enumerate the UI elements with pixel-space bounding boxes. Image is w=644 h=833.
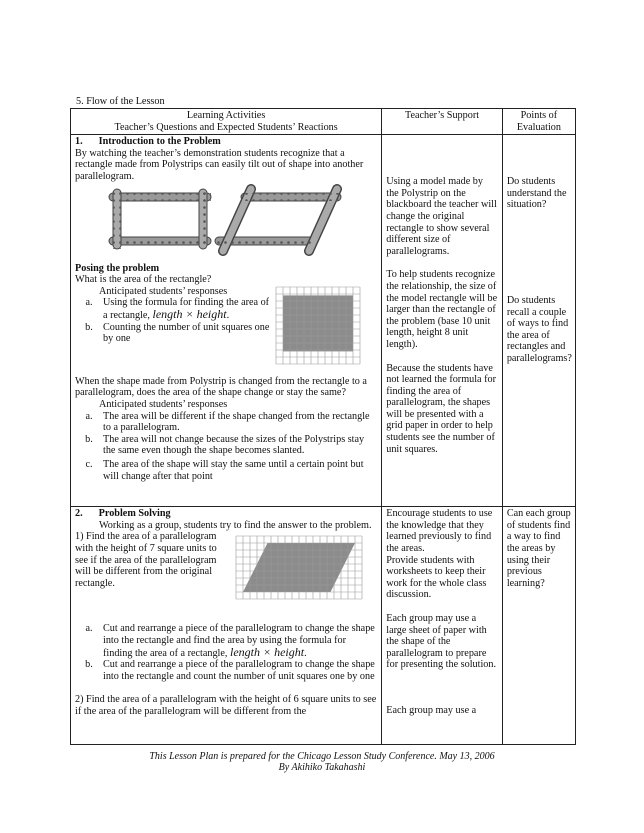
header-col3-line1: Points of [520,110,558,121]
row1-eval-2: Do students recall a couple of ways to find the area of rectangles and parallelograms? [506,294,572,364]
response-b-text: Cut and rearrange a piece of the parallelogram to change the shape into the rectangle and count the number of unit squares one by one [103,659,375,682]
table-row [71,135,576,507]
header-col1-line1: Learning Activities [186,110,266,121]
list-marker: c. [85,458,93,470]
row2-support-4: Each group may use a [386,704,477,716]
list-item-text: The area will not change because the sizes of the Polystrips stay the same even though the shape becomes slanted. [103,433,365,457]
response-list [75,411,377,483]
area-question: What is the area of the rectangle? [75,274,212,286]
list-marker: a. [85,410,93,422]
lesson-flow-table [70,108,576,745]
question-1: 1) Find the area of a parallelogram with the height of 7 square units to see if the area of the parallelogram will be different from the original rectangle. [75,531,217,589]
header-col3-line2: Evaluation [516,121,561,133]
list-item [75,659,377,682]
list-marker: b. [85,321,93,333]
header-col1-line2: Teacher’s Questions and Expected Students’ Reactions [114,121,338,133]
row2-eval-1: Can each group of students find a way to find the areas by using their previous learning? [506,508,571,589]
row1-intro: By watching the teacher’s demonstration students recognize that a rectangle made from Polystrips can easily tilt out of shape into another parallelogram. [75,147,364,182]
header-teachers-support [382,109,503,135]
row1-evaluation [502,135,575,507]
anticipated-label-2: Anticipated students’ responses [99,398,228,410]
list-item [75,322,271,345]
posing-problem-title: Posing the problem [75,262,160,274]
row2-support-1: Encourage students to use the knowledge that they learned previously to find the areas. [386,508,493,554]
row1-title: Introduction to the Problem [98,136,221,148]
parallelogram-grid-figure [235,535,367,605]
row1-support-1: Using a model made by the Polystrip on the blackboard the teacher will change the original rectangle to show several different size of parallelograms. [386,176,497,257]
row1-number: 1. [75,136,83,148]
row2-support-3: Each group may use a large sheet of paper with the shape of the parallelogram to prepare for presenting the solution. [386,612,497,671]
rectangle-grid-figure [275,286,363,366]
footer-line-2: By Akihiko Takahashi [278,762,366,773]
table-header-row [71,109,576,135]
list-item: a. Cut and rearrange a piece of the parallelogram to change the shape into the rectangle and find the area by using the formula for finding the area of a rectangle, length × height. [75,623,377,659]
shape-change-question: When the shape made from Polystrip is changed from the rectangle to a parallelogram, does the area of the shape change or stay the same? [75,375,367,399]
row2-evaluation [502,507,575,745]
response-b-text: Counting the number of unit squares one by one [103,321,270,345]
list-item-text: The area will be different if the shape changed from the rectangle to a parallelogram. [103,410,370,434]
polystrip-parallelogram [215,189,341,251]
formula-length-height: length × height [230,644,305,659]
anticipated-label: Anticipated students’ responses [99,285,228,297]
polystrip-shapes [75,183,375,259]
footer-line-1: This Lesson Plan is prepared for the Chicago Lesson Study Conference. May 13, 2006 [149,751,495,762]
list-marker: a. [85,297,93,309]
polystrip-illustration [75,183,377,259]
row2-title: Problem Solving [98,508,171,520]
row1-activities [71,135,382,507]
response-a-text: Cut and rearrange a piece of the parallelogram to change the shape into the rectangle and find the area by using the formula for finding the area of a rectangle, [103,623,375,659]
row1-support-2: To help students recognize the relationship, the size of the model rectangle will be larger than the rectangle of the problem (base 10 unit length, height 8 unit length). [386,269,498,350]
list-marker: a. [85,623,93,635]
table-row [71,507,576,745]
question-2: 2) Find the area of a parallelogram with the height of 6 square units to see if the area of the parallelogram will be different from the [75,694,377,717]
row1-support [382,135,503,507]
header-points-of-evaluation [502,109,575,135]
list-item [75,411,377,434]
row1-support-3: Because the students have not learned the formula for finding the area of parallelogram, the shapes will be presented with a grid paper in order to help students see the number of unit squares. [386,362,496,455]
header-learning-activities [71,109,382,135]
list-marker: b. [85,659,93,671]
formula-length-height: length × height [152,306,227,321]
row2-intro: Working as a group, students try to find the answer to the problem. [99,519,372,531]
polystrip-rectangle [109,189,211,249]
list-item: a. Using the formula for finding the area of a rectangle, length × height. [75,297,271,321]
section-title: 5. Flow of the Lesson [76,96,165,107]
response-a-text: Using the formula for finding the area of a rectangle, [103,297,270,321]
list-item [75,459,377,482]
list-item-text: The area of the shape will stay the same until a certain point but will change after that point [103,458,364,482]
row2-number: 2. [75,508,83,520]
list-item [75,434,377,457]
row2-support-2: Provide students with worksheets to keep their work for the whole class discussion. [386,554,487,601]
list-marker: b. [85,433,93,445]
row2-activities [71,507,382,745]
row2-support [382,507,503,745]
header-col2: Teacher’s Support [404,110,480,121]
row1-eval-1: Do students understand the situation? [506,176,567,211]
